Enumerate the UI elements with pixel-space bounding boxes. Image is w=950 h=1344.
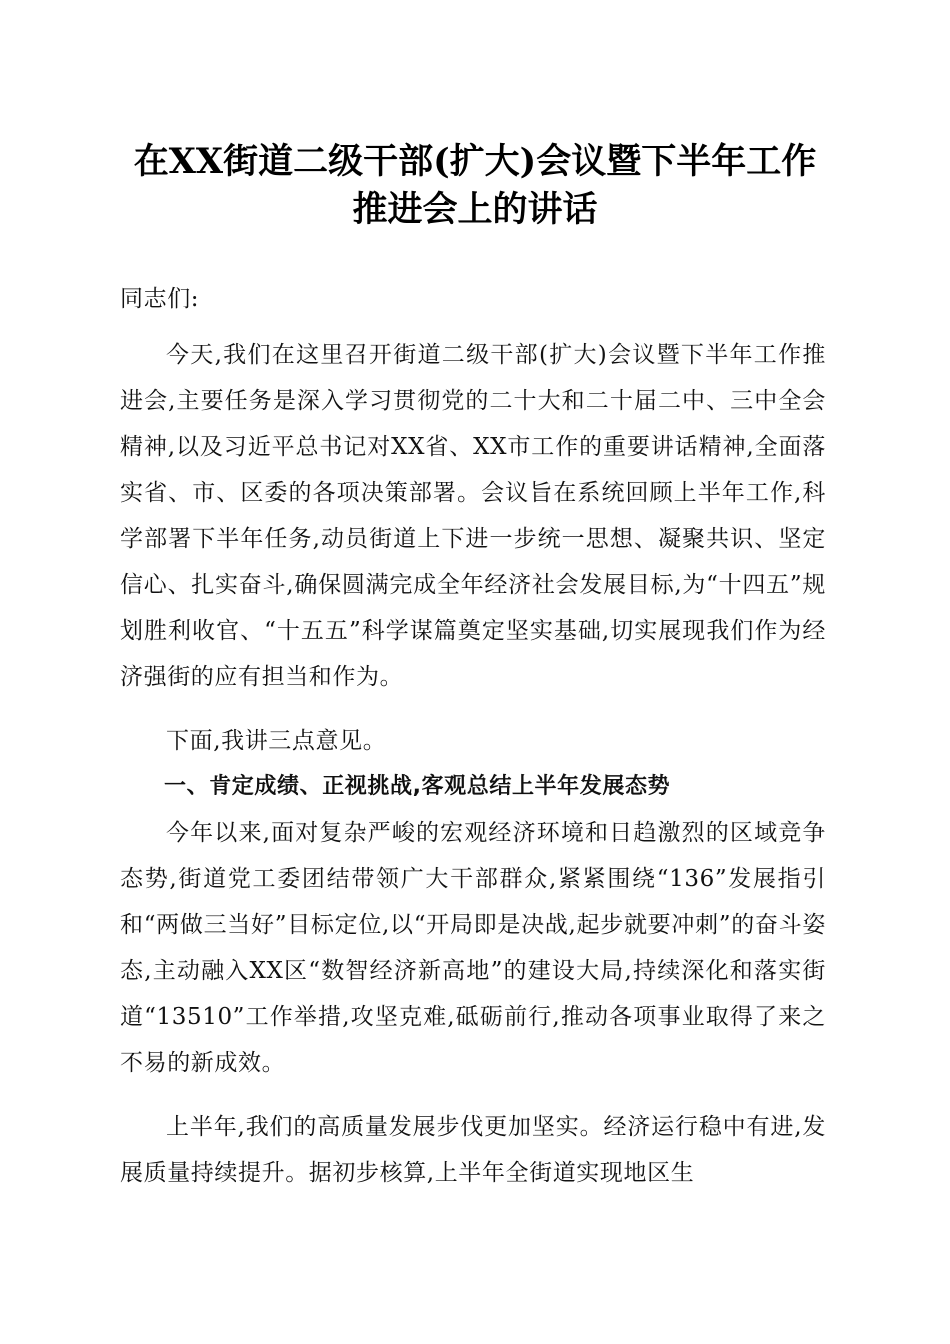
paragraph-first-half: 上半年,我们的高质量发展步伐更加坚实。经济运行稳中有进,发展质量持续提升。据初步核算,上半年全街道实现地区生 bbox=[120, 1114, 826, 1186]
title-line-2: 推进会上的讲话 bbox=[352, 189, 598, 230]
greeting: 同志们: bbox=[120, 286, 200, 312]
paragraph-gap bbox=[120, 700, 826, 718]
paragraph-review: 今年以来,面对复杂严峻的宏观经济环境和日趋激烈的区域竞争态势,街道党工委团结带领广大干部群众,紧紧围绕“136”发展指引和“两做三当好”目标定位,以“开局即是决战,起步就要冲刺”的奋斗姿态,主动融入XX区“数智经济新高地”的建设大局,持续深化和落实街道“13510”工作举措,攻坚克难,砥砺前行,推动各项事业取得了来之不易的新成效。 bbox=[120, 820, 826, 1076]
document-title bbox=[100, 138, 850, 234]
section-heading-1: 一、肯定成绩、正视挑战,客观总结上半年发展态势 bbox=[164, 774, 671, 799]
paragraph-gap bbox=[120, 1086, 826, 1104]
document-body bbox=[120, 276, 826, 1196]
paragraph-intro: 今天,我们在这里召开街道二级干部(扩大)会议暨下半年工作推进会,主要任务是深入学习贯彻党的二十大和二十届二中、三中全会精神,以及习近平总书记对XX省、XX市工作的重要讲话精神,全面落实省、市、区委的各项决策部署。会议旨在系统回顾上半年工作,科学部署下半年任务,动员街道上下进一步统一思想、凝聚共识、坚定信心、扎实奋斗,确保圆满完成全年经济社会发展目标,为“十四五”规划胜利收官、“十五五”科学谋篇奠定坚实基础,切实展现我们作为经济强街的应有担当和作为。 bbox=[120, 342, 826, 690]
title-line-1: 在XX街道二级干部(扩大)会议暨下半年工作 bbox=[133, 141, 817, 182]
paragraph-outline: 下面,我讲三点意见。 bbox=[166, 728, 387, 754]
